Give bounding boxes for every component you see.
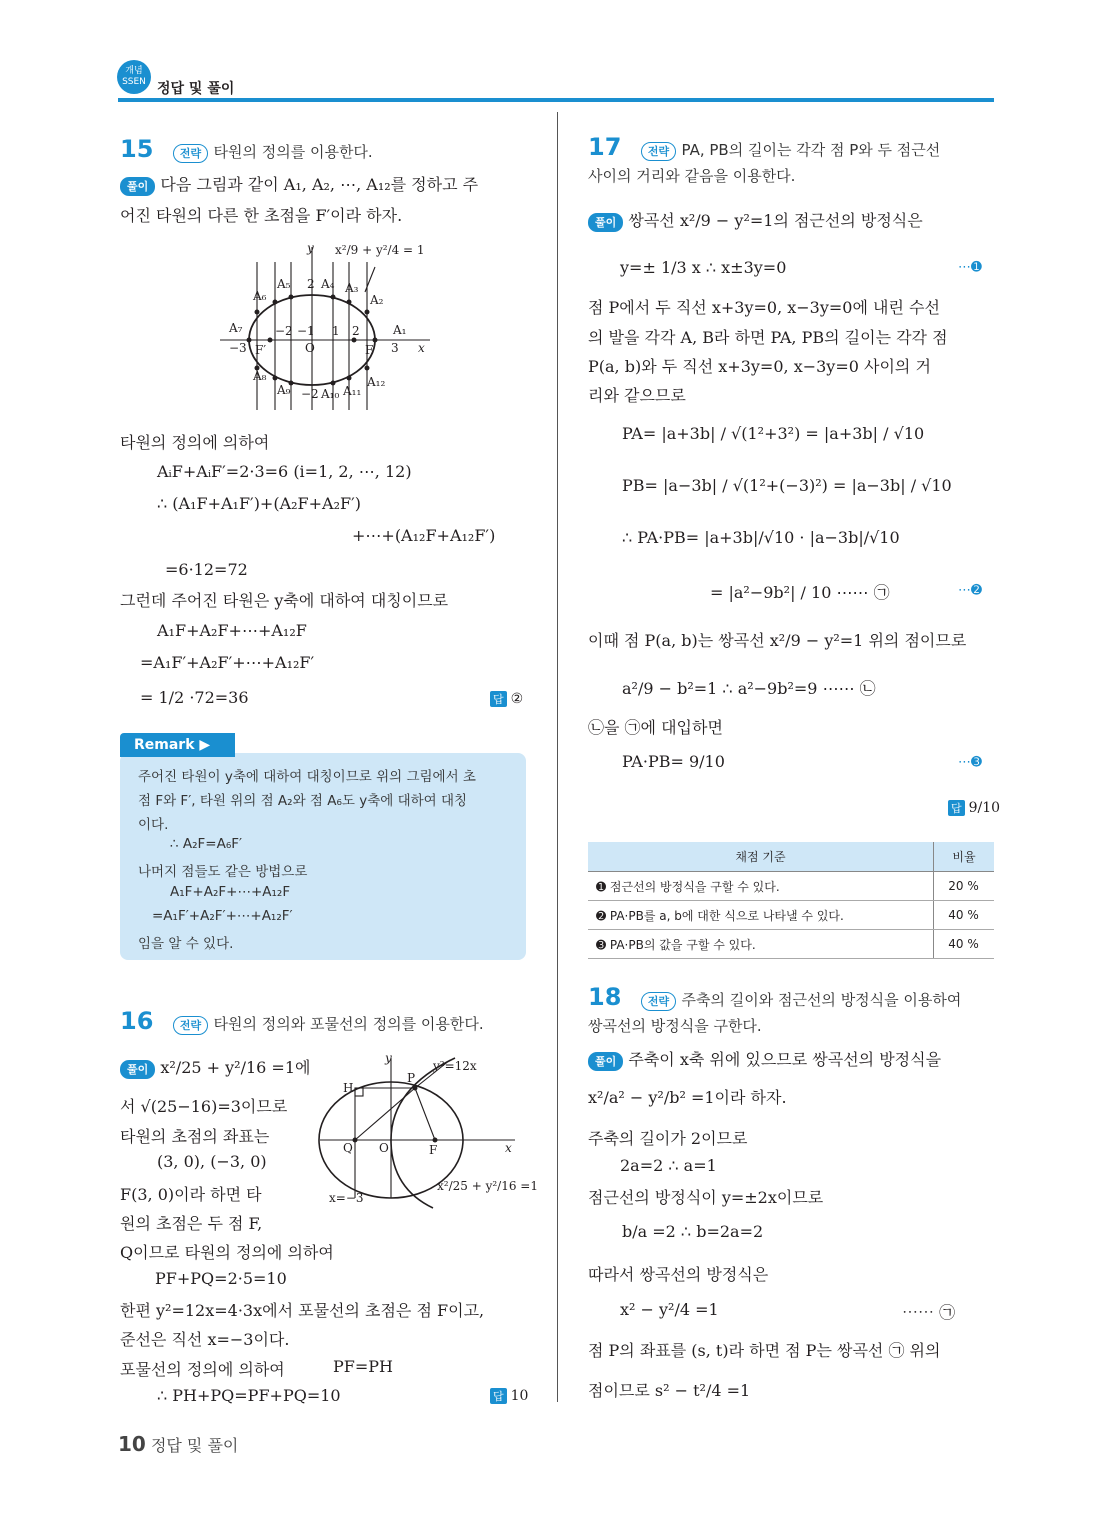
p17-answer: 답 9/10 [948, 800, 1000, 816]
svg-text:P: P [407, 1071, 416, 1085]
svg-text:2: 2 [307, 277, 315, 291]
svg-text:x²/25 + y²/16 =1: x²/25 + y²/16 =1 [437, 1179, 538, 1193]
svg-text:A₁₀: A₁₀ [321, 387, 340, 401]
p16-line4: (3, 0), (−3, 0) [157, 1152, 267, 1171]
remark-line: 나머지 점들도 같은 방법으로 [138, 864, 308, 880]
solution-badge: 풀이 [120, 177, 155, 196]
p16-line11: 포물선의 정의에 의하여 [120, 1360, 285, 1379]
svg-text:y: y [307, 241, 314, 255]
svg-text:A₃: A₃ [345, 281, 359, 295]
p16-line9: 한편 y²=12x=4·3x에서 포물선의 초점은 점 F이고, [120, 1301, 485, 1320]
p15-line10: =A₁F′+A₂F′+⋯+A₁₂F′ [140, 653, 315, 672]
problem-number: 17 [588, 133, 622, 161]
p18-line8: x² − y²/4 =1 [620, 1300, 719, 1319]
svg-text:A₅: A₅ [277, 277, 291, 291]
remark-line: 임을 알 수 있다. [138, 936, 234, 952]
p17-line4: 의 발을 각각 A, B라 하면 PA, PB의 길이는 각각 점 [588, 328, 948, 347]
remark-tag: Remark ▶ [120, 733, 235, 757]
solution-badge: 풀이 [588, 213, 623, 232]
strategy-badge: 전략 [641, 142, 676, 161]
table-row: ➌ PA·PB의 값을 구할 수 있다. 40 % [588, 930, 994, 959]
problem-15-heading [120, 135, 373, 163]
page-number: 10 [118, 1432, 146, 1456]
p16-line3: 타원의 초점의 좌표는 [120, 1127, 270, 1146]
svg-text:H: H [343, 1081, 354, 1095]
p15-line1: 풀이 다음 그림과 같이 A₁, A₂, ⋯, A₁₂를 정하고 주 [120, 172, 478, 196]
table-header: 비율 [934, 842, 995, 872]
p16-line8: PF+PQ=2·5=10 [155, 1269, 287, 1288]
p17-line9: ㉡을 ㉠에 대입하면 [588, 718, 723, 737]
svg-text:Q: Q [343, 1141, 353, 1155]
svg-text:y²=12x: y²=12x [433, 1059, 477, 1073]
p15-line5: ∴ (A₁F+A₁F′)+(A₂F+A₂F′) [157, 494, 361, 513]
p18-line10: 점이므로 s² − t²/4 =1 [588, 1381, 751, 1400]
svg-text:y: y [385, 1051, 392, 1065]
p17-line1: 풀이 쌍곡선 x²/9 − y²=1의 점근선의 방정식은 [588, 208, 923, 232]
p17-eq2: PB= |a−3b| / √(1²+(−3)²) = |a−3b| / √10 [622, 476, 952, 495]
score-marker-1: ⋯➊ [958, 260, 982, 275]
p17-line8: a²/9 − b²=1 ∴ a²−9b²=9 ⋯⋯ ㉡ [622, 679, 876, 698]
svg-text:x=−3: x=−3 [329, 1191, 364, 1205]
p16-line7: Q이므로 타원의 정의에 의하여 [120, 1243, 334, 1262]
answer-icon: 답 [490, 691, 507, 707]
p17-line6: 리와 같으므로 [588, 386, 686, 405]
svg-text:A₈: A₈ [253, 369, 267, 383]
table-row: ➋ PA·PB를 a, b에 대한 식으로 나타낼 수 있다. 40 % [588, 901, 994, 930]
problem-number: 18 [588, 983, 622, 1011]
svg-text:−2: −2 [275, 324, 293, 338]
strategy-text: 타원의 정의를 이용한다. [213, 143, 373, 161]
svg-text:A₁: A₁ [393, 323, 407, 337]
p15-line3: 타원의 정의에 의하여 [120, 433, 270, 452]
svg-text:A₄: A₄ [321, 277, 335, 291]
remark-line: 점 F와 F′, 타원 위의 점 A₂와 점 A₆도 y축에 대하여 대칭 [138, 793, 468, 809]
score-marker-2: ⋯➋ [958, 583, 982, 598]
p18-line7: 따라서 쌍곡선의 방정식은 [588, 1265, 769, 1284]
p18-line9: 점 P의 좌표를 (s, t)라 하면 점 P는 쌍곡선 ㉠ 위의 [588, 1341, 941, 1360]
svg-text:3: 3 [391, 341, 399, 355]
p17-line5: P(a, b)와 두 직선 x+3y=0, x−3y=0 사이의 거 [588, 357, 931, 376]
svg-text:A₂: A₂ [370, 293, 384, 307]
table-header: 채점 기준 [588, 842, 934, 872]
p16-line1: 풀이 x²/25 + y²/16 =1에 [120, 1055, 310, 1079]
problem-17-heading [588, 133, 940, 161]
p17-line10: PA·PB= 9/10 [622, 752, 725, 771]
svg-text:F′: F′ [255, 343, 267, 357]
strategy-badge: 전략 [173, 1016, 208, 1035]
answer-icon: 답 [490, 1388, 507, 1404]
strategy-text: 타원의 정의와 포물선의 정의를 이용한다. [213, 1015, 484, 1033]
p16-line5: F(3, 0)이라 하면 타 [120, 1185, 262, 1204]
problem-number: 15 [120, 135, 154, 163]
p15-line9: A₁F+A₂F+⋯+A₁₂F [157, 621, 307, 640]
p16-answer: 답 10 [490, 1388, 528, 1404]
p18-line5: 점근선의 방정식이 y=±2x이므로 [588, 1188, 824, 1207]
p15-answer: 답 ② [490, 691, 523, 707]
problem-18-heading [588, 983, 961, 1011]
p15-line8: 그런데 주어진 타원은 y축에 대하여 대칭이므로 [120, 591, 449, 610]
svg-text:2: 2 [352, 324, 360, 338]
header-rule [118, 98, 994, 102]
header-title: 정답 및 풀이 [157, 81, 235, 97]
p17-line7: 이때 점 P(a, b)는 쌍곡선 x²/9 − y²=1 위의 점이므로 [588, 631, 967, 650]
p17-eq4: = |a²−9b²| / 10 ⋯⋯ ㉠ [710, 583, 890, 602]
ellipse-equation: x²/9 + y²/4 = 1 [335, 243, 425, 257]
scoring-table [588, 842, 994, 959]
p15-line6: +⋯+(A₁₂F+A₁₂F′) [352, 526, 496, 545]
svg-text:A₁₂: A₁₂ [367, 375, 386, 389]
p17-line2: y=± 1/3 x ∴ x±3y=0 [620, 258, 787, 277]
solution-badge: 풀이 [588, 1052, 623, 1071]
svg-text:F: F [365, 343, 374, 357]
strategy-text: 사이의 거리와 같음을 이용한다. [588, 167, 796, 185]
page-footer [118, 1432, 238, 1456]
svg-text:F: F [429, 1143, 438, 1157]
p15-line7: =6·12=72 [165, 560, 248, 579]
solution-badge: 풀이 [120, 1060, 155, 1079]
p16-line6: 원의 초점은 두 점 F, [120, 1214, 263, 1233]
column-separator [557, 112, 558, 1402]
remark-line: =A₁F′+A₂F′+⋯+A₁₂F′ [152, 908, 293, 924]
p15-line11: = 1/2 ·72=36 [140, 688, 249, 707]
p16-line10: 준선은 직선 x=−3이다. [120, 1330, 290, 1349]
strategy-text: 주축의 길이와 점근선의 방정식을 이용하여 [681, 991, 962, 1009]
p18-line4: 2a=2 ∴ a=1 [620, 1156, 717, 1175]
strategy-text: 쌍곡선의 방정식을 구한다. [588, 1017, 762, 1035]
strategy-badge: 전략 [641, 992, 676, 1011]
score-marker-3: ⋯➌ [958, 755, 982, 770]
p17-eq3: ∴ PA·PB= |a+3b|/√10 · |a−3b|/√10 [622, 528, 900, 547]
problem-number: 16 [120, 1007, 154, 1035]
strategy-badge: 전략 [173, 144, 208, 163]
remark-line: 주어진 타원이 y축에 대하여 대칭이므로 위의 그림에서 초 [138, 769, 476, 785]
logo: 개념 SSEN [117, 60, 151, 94]
svg-text:O: O [379, 1141, 389, 1155]
svg-text:x: x [418, 341, 425, 355]
ellipse-figure [215, 232, 440, 414]
svg-text:A₇: A₇ [229, 321, 243, 335]
p18-line8b: ⋯⋯ ㉠ [902, 1303, 956, 1322]
svg-text:A₆: A₆ [253, 289, 267, 303]
remark-line: 이다. [138, 817, 169, 833]
answer-icon: 답 [948, 800, 965, 816]
footer-label: 정답 및 풀이 [150, 1436, 239, 1455]
problem-16-heading [120, 1007, 484, 1035]
remark-line: A₁F+A₂F+⋯+A₁₂F [170, 884, 291, 900]
p17-eq1: PA= |a+3b| / √(1²+3²) = |a+3b| / √10 [622, 424, 925, 443]
p16-line2: 서 √(25−16)=3이므로 [120, 1097, 288, 1116]
p18-line1: 풀이 주축이 x축 위에 있으므로 쌍곡선의 방정식을 [588, 1047, 941, 1071]
p18-line3: 주축의 길이가 2이므로 [588, 1129, 748, 1148]
svg-text:A₉: A₉ [277, 383, 291, 397]
p15-line4: AᵢF+AᵢF′=2·3=6 (i=1, 2, ⋯, 12) [157, 462, 412, 481]
table-row: ➊ 점근선의 방정식을 구할 수 있다. 20 % [588, 872, 994, 901]
p17-line3: 점 P에서 두 직선 x+3y=0, x−3y=0에 내린 수선 [588, 298, 940, 317]
ellipse-parabola-figure [315, 1048, 538, 1208]
p16-line11b: PF=PH [333, 1357, 393, 1376]
svg-text:−3: −3 [229, 341, 247, 355]
p18-line6: b/a =2 ∴ b=2a=2 [622, 1222, 764, 1241]
svg-text:x: x [505, 1141, 512, 1155]
svg-text:O: O [305, 341, 315, 355]
svg-text:−2: −2 [301, 387, 319, 401]
p15-line2: 어진 타원의 다른 한 초점을 F′이라 하자. [120, 206, 403, 225]
svg-text:1: 1 [332, 324, 340, 338]
p16-line12: ∴ PH+PQ=PF+PQ=10 [157, 1386, 341, 1405]
svg-text:A₁₁: A₁₁ [343, 384, 362, 398]
remark-line: ∴ A₂F=A₆F′ [170, 836, 243, 852]
strategy-text: PA, PB의 길이는 각각 점 P와 두 점근선 [681, 141, 941, 159]
p18-line2: x²/a² − y²/b² =1이라 하자. [588, 1088, 787, 1107]
svg-text:−1: −1 [297, 324, 315, 338]
